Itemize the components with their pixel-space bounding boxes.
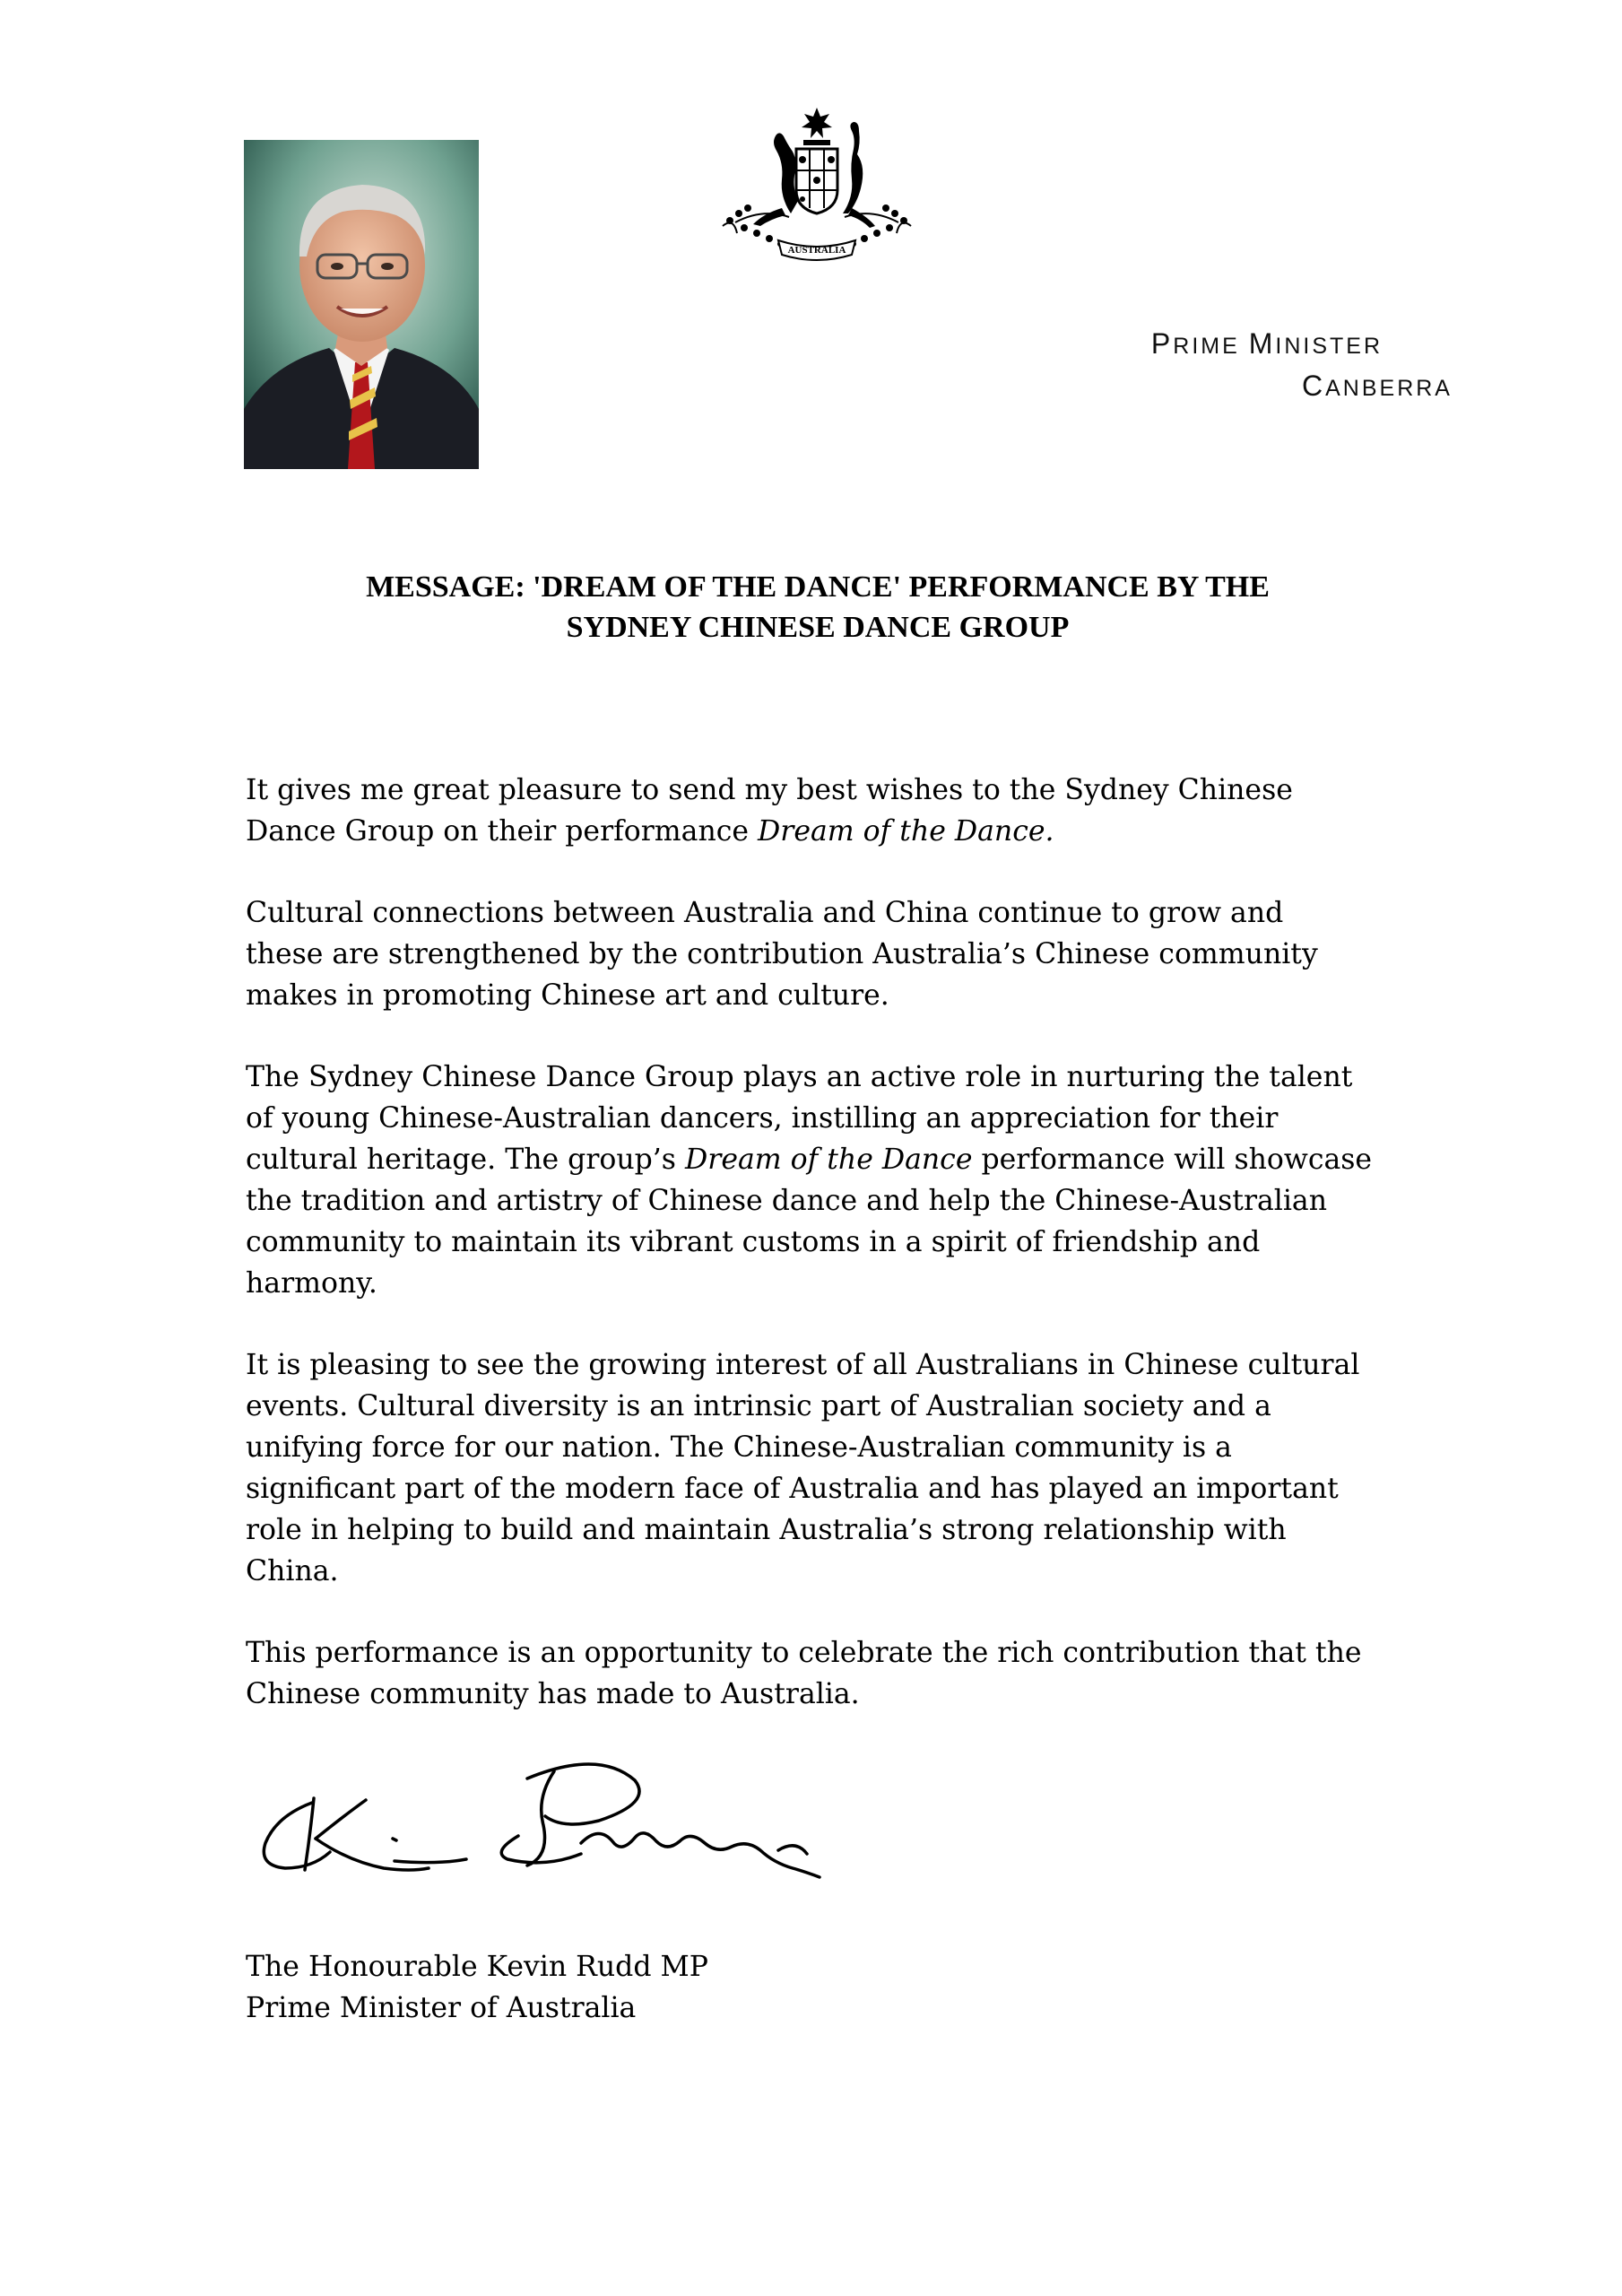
- paragraph-line: harmony.: [246, 1267, 377, 1300]
- paragraph-line: makes in promoting Chinese art and culture.: [246, 979, 889, 1012]
- portrait-photo-icon: [244, 140, 479, 469]
- paragraph-line: events. Cultural diversity is an intrinsic part of Australian society and a: [246, 1390, 1271, 1422]
- paragraph-line: It gives me great pleasure to send my best wishes to the Sydney Chinese: [246, 774, 1293, 806]
- paragraph-3: [246, 1057, 1411, 1304]
- paragraph-4: [246, 1344, 1411, 1592]
- letter-body: [246, 770, 1411, 1715]
- text-run: performance will showcase: [972, 1144, 1373, 1176]
- paragraph-2: [246, 892, 1411, 1016]
- paragraph-line: community to maintain its vibrant customs in a spirit of friendship and: [246, 1226, 1261, 1258]
- message-heading: [244, 567, 1392, 648]
- paragraph-line: [246, 811, 1411, 852]
- paragraph-line: role in helping to build and maintain Australia’s strong relationship with: [246, 1514, 1287, 1546]
- paragraph-line: This performance is an opportunity to celebrate the rich contribution that the: [246, 1637, 1362, 1669]
- signature-icon: [258, 1753, 904, 1901]
- text-run: cultural heritage. The group’s: [246, 1144, 685, 1176]
- paragraph-line: Cultural connections between Australia and China continue to grow and: [246, 897, 1284, 929]
- performance-title: Dream of the Dance.: [758, 815, 1054, 848]
- office-line-2: CANBERRA: [1302, 370, 1453, 402]
- signatory-name: The Honourable Kevin Rudd MP: [246, 1951, 708, 1983]
- portrait-photo: [244, 140, 479, 469]
- paragraph-1: [246, 770, 1411, 852]
- paragraph-line: of young Chinese-Australian dancers, instilling an appreciation for their: [246, 1102, 1279, 1135]
- paragraph-line: [246, 1139, 1411, 1180]
- performance-title: Dream of the Dance: [685, 1144, 973, 1176]
- crest-scroll-text: AUSTRALIA: [787, 245, 846, 256]
- paragraph-line: The Sydney Chinese Dance Group plays an active role in nurturing the talent: [246, 1061, 1353, 1093]
- paragraph-line: the tradition and artistry of Chinese dance and help the Chinese-Australian: [246, 1185, 1327, 1217]
- paragraph-line: significant part of the modern face of Australia and has played an important: [246, 1473, 1339, 1505]
- office-line-1: PRIME MINISTER: [1150, 327, 1383, 360]
- paragraph-5: [246, 1632, 1411, 1715]
- paragraph-line: these are strengthened by the contribution Australia’s Chinese community: [246, 938, 1318, 970]
- signature: [258, 1753, 904, 1901]
- heading-line-1: MESSAGE: 'DREAM OF THE DANCE' PERFORMANCE BY THE: [366, 570, 1270, 604]
- paragraph-line: Chinese community has made to Australia.: [246, 1678, 860, 1710]
- coat-of-arms: [717, 108, 916, 267]
- paragraph-line: unifying force for our nation. The Chinese-Australian community is a: [246, 1431, 1232, 1464]
- signoff-block: [246, 1946, 1053, 2029]
- paragraph-line: It is pleasing to see the growing interest of all Australians in Chinese cultural: [246, 1349, 1360, 1381]
- coat-of-arms-icon: [717, 108, 916, 267]
- signatory-title: Prime Minister of Australia: [246, 1992, 637, 2024]
- heading-line-2: SYDNEY CHINESE DANCE GROUP: [566, 611, 1070, 644]
- paragraph-line: China.: [246, 1555, 339, 1587]
- text-run: Dance Group on their performance: [246, 815, 759, 848]
